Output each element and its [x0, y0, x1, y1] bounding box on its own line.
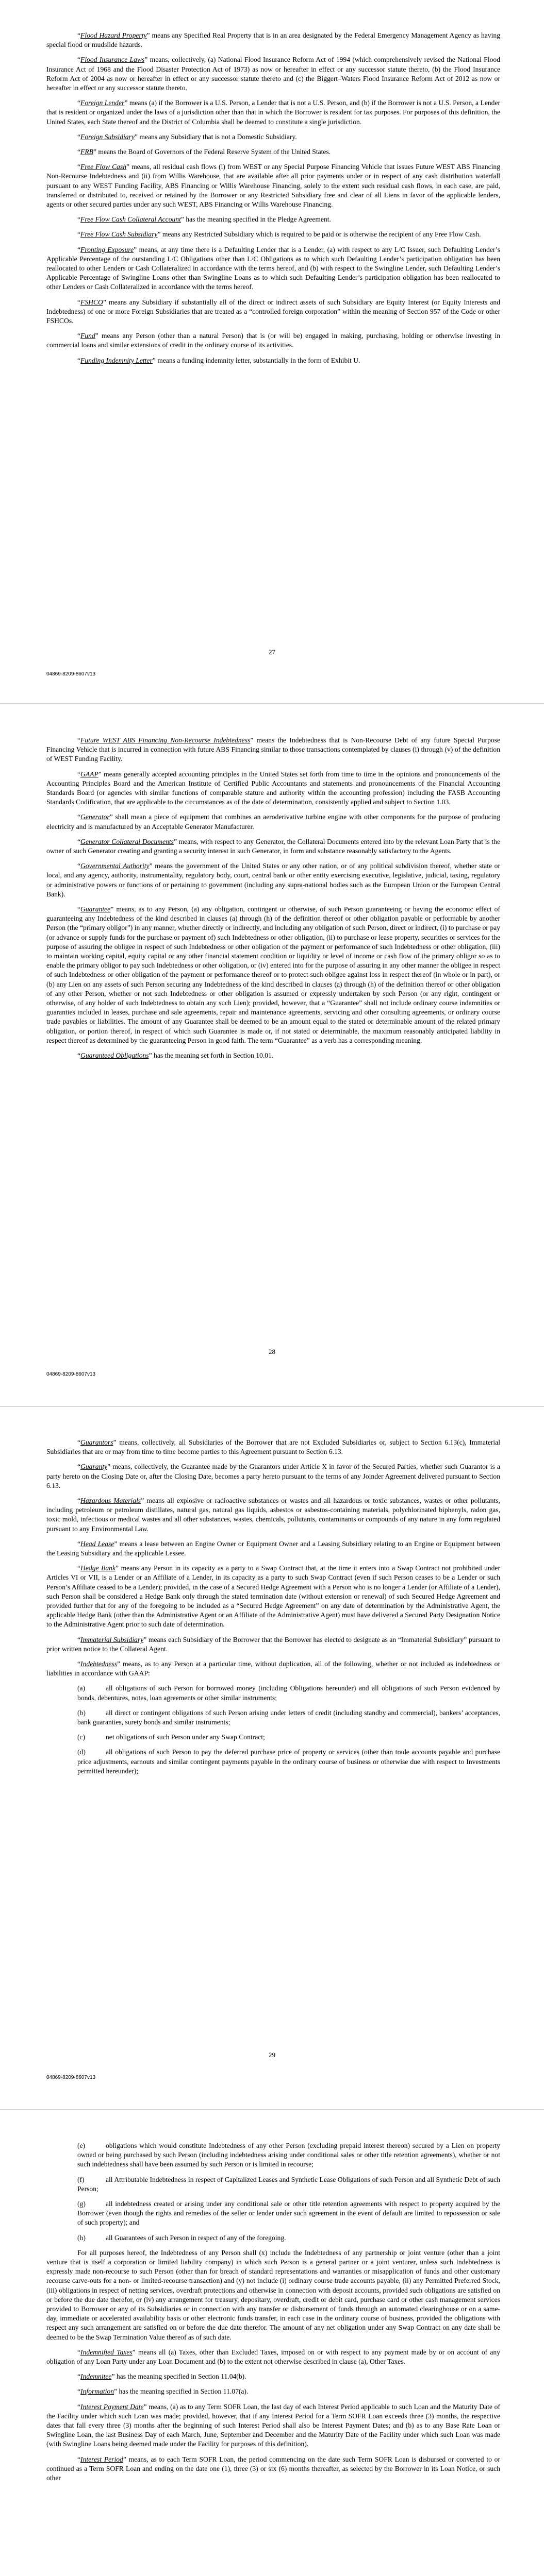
definition-indebtedness: “Indebtedness” means, as to any Person at a particular time, without duplication, all of the following, whether or not included as indebtedness or liabilities in accordance with GAAP: [46, 1660, 500, 1677]
definition-guarantee: “Guarantee” means, as to any Person, (a) any obligation, contingent or otherwise, of such Person guaranteeing or having the economic effect of guaranteeing any Indebtedness of the kind described in clauses (a) through (h) of the definition thereof or other obligation payable or performable by another Person (the “primary obligor”) in any manner, whether directly or indirectly, and including any obligation of such Person, direct or indirect, (i) to purchase or pay (or advance or supply funds for the purchase or payment of) such Indebtedness or other obligation, (ii) to purchase or lease property, securities or services for the purpose of assuring the obligee in respect of such Indebtedness or other obligation of the payment or performance of such Indebtedness or other obligation, (iii) to maintain working capital, equity capital or any other financial statement condition or liquidity or level of income or cash flow of the primary obligor so as to enable the primary obligor to pay such Indebtedness or other obligation, or (iv) entered into for the purpose of assuring in any other manner the obligee in respect of such Indebtedness or other obligation of the payment or performance thereof or to protect such obligee against loss in respect thereof (in whole or in part), or (b) any Lien on any assets of such Person securing any Indebtedness of the kind described in clauses (a) through (h) of the definition thereof or other obligation of any other Person, whether or not such Indebtedness or other obligation is assumed or expressly undertaken by such Person (or any right, contingent or otherwise, of any holder of such Indebtedness to obtain any such Lien); provided, however, that a “Guarantee” shall not include ordinary course indemnities or guaranties included in leases, purchase and sale agreements, repair and maintenance agreements, servicing and other consulting agreements, or ordinary course trade payables or liabilities. The amount of any Guarantee shall be deemed to be an amount equal to the stated or determinable amount of the related primary obligation, or portion thereof, in respect of which such Guarantee is made or, if not stated or determinable, the maximum reasonably anticipated liability in respect thereof as determined by the guaranteeing Person in good faith. The term “Guarantee” as a verb has a corresponding meaning. [46, 905, 500, 1044]
document-footer: 04869-8209-8607v13 [46, 671, 96, 677]
definition-immaterial-subsidiary: “Immaterial Subsidiary” means each Subsidiary of the Borrower that the Borrower has elected to designate as an “Immaterial Subsidiary” pursuant to prior written notice to the Collateral Agent. [46, 1635, 500, 1653]
document-footer: 04869-8209-8607v13 [46, 1371, 96, 1377]
definition-future-west-abs: “Future WEST ABS Financing Non-Recourse Indebtedness” means the Indebtedness that is Non-Recourse Debt of any future Special Purpose Financing Vehicle that is incurred in connection with future ABS Financing similar to those transactions contemplated by clauses (i) through (v) of the definition of WEST Funding Facility. [46, 736, 500, 763]
definition-head-lease: “Head Lease” means a lease between an Engine Owner or Equipment Owner and a Leasing Subsidiary relating to an Engine or Equipment between the Leasing Subsidiary and the applicable Lessee. [46, 1539, 500, 1557]
indebtedness-clause-g: (g) all indebtedness created or arising under any conditional sale or other title retention agreements with respect to property acquired by the Borrower (even though the rights and remedies of the seller or lender under such agreement in the event of default are limited to repossession or sale of such property); and [77, 2200, 500, 2227]
definition-generator-collateral-documents: “Generator Collateral Documents” means, with respect to any Generator, the Collateral Documents entered into by the relevant Loan Party that is the owner of such Generator creating and granting a security interest in such Generator, in form and substance reasonably satisfactory to the Agents. [46, 837, 500, 855]
page-30 [0, 2110, 544, 2576]
definition-indemnitee: “Indemnitee” has the meaning specified in Section 11.04(b). [77, 2372, 246, 2381]
definition-information: “Information” has the meaning specified in Section 11.07(a). [77, 2387, 249, 2396]
page-number: 29 [269, 2051, 275, 2059]
definition-frb: “FRB” means the Board of Governors of the Federal Reserve System of the United States. [77, 148, 331, 156]
definition-free-flow-cash-subsidiary: “Free Flow Cash Subsidiary” means any Restricted Subsidiary which is required to be paid or is otherwise the recipient of any Free Flow Cash. [77, 230, 481, 239]
definition-generator: “Generator” shall mean a piece of equipment that combines an aeroderivative turbine engine with other components for the purpose of producing electricity and is manufactured by an Acceptable Generator Manufacturer. [46, 813, 500, 831]
definition-hedge-bank: “Hedge Bank” means any Person in its capacity as a party to a Swap Contract that, at the time it enters into a Swap Contract not prohibited under Articles VI or VII, is a Lender or an Affiliate of a Lender, in its capacity as a party to such Swap Contract (even if such Person ceases to be a Lender or such Person’s Affiliate ceased to be a Lender); provided, in the case of a Secured Hedge Agreement with a Person who is no longer a Lender (or Affiliate of a Lender), such Person shall be considered a Hedge Bank only through the stated termination date (without extension or renewal) of such Secured Hedge Agreement and provided further that for any of the foregoing to be included as a “Secured Hedge Agreement” on any date of determination by the Administrative Agent, the applicable Hedge Bank (other than the Administrative Agent or an Affiliate of the Administrative Agent) must have delivered a Secured Party Designation Notice to the Administrative Agent prior to such date of determination. [46, 1564, 500, 1629]
page-29 [0, 1407, 544, 2110]
indebtedness-clause-d: (d) all obligations of such Person to pay the deferred purchase price of property or services (other than trade accounts payable and purchase price adjustments, earnouts and similar contingent payments payable in the ordinary course of business or otherwise due with respect to Investments permitted hereunder); [77, 1748, 500, 1775]
definition-fronting-exposure: “Fronting Exposure” means, at any time there is a Defaulting Lender that is a Lender, (a) with respect to any L/C Issuer, such Defaulting Lender’s Applicable Percentage of the outstanding L/C Obligations other than L/C Obligations as to which such Defaulting Lender’s participation obligation has been reallocated to other Lenders or Cash Collateralized in accordance with the terms hereof, and (b) with respect to the Swingline Lender, such Defaulting Lender’s Applicable Percentage of Swingline Loans other than Swingline Loans as to which such Defaulting Lender’s participation obligation has been reallocated to other Lenders or Cash Collateralized in accordance with the terms hereof. [46, 245, 500, 291]
definition-flood-insurance-laws: “Flood Insurance Laws” means, collectively, (a) National Flood Insurance Reform Act of 1994 (which comprehensively revised the National Flood Insurance Act of 1968 and the Flood Disaster Protection Act of 1973) as now or hereafter in effect or any successor statute thereto, (b) the Flood Insurance Reform Act of 2004 as now or hereafter in effect or any successor statute thereto and (c) the Biggert–Waters Flood Insurance Reform Act of 2012 as now or hereafter in effect or any successor statute thereto. [46, 56, 501, 92]
indebtedness-clause-e: (e) obligations which would constitute Indebtedness of any other Person (excluding prepaid interest thereon) secured by a Lien on property owned or being purchased by such Person (including indebtedness arising under conditional sales or other title retention agreements), whether or not such indebtedness shall have been assumed by such Person or is limited in recourse; [77, 2142, 500, 2168]
definition-guaranty: “Guaranty” means, collectively, the Guarantee made by the Guarantors under Article X in favor of the Secured Parties, whether such Guarantor is a party hereto on the Closing Date or, after the Closing Date, becomes a party hereto pursuant to the terms of any Joinder Agreement delivered pursuant to Section 6.13. [46, 1463, 500, 1489]
page-number: 28 [269, 1348, 275, 1355]
definition-guarantors: “Guarantors” means, collectively, all Subsidiaries of the Borrower that are not Excluded Subsidiaries or, subject to Section 6.13(c), Immaterial Subsidiaries that are or may from time to time become parties to this Agreement pursuant to Section 6.13. [46, 1438, 500, 1456]
definition-interest-period: “Interest Period” means, as to each Term SOFR Loan, the period commencing on the date such Term SOFR Loan is disbursed or converted to or continued as a Term SOFR Loan and ending on the date one (1), three (3) or six (6) months thereafter, as selected by the Borrower in its Loan Notice, or such other [46, 2455, 500, 2482]
page-number: 27 [269, 648, 275, 656]
page-27-body [46, 31, 500, 371]
definition-foreign-lender: “Foreign Lender” means (a) if the Borrower is a U.S. Person, a Lender that is not a U.S. Person, and (b) if the Borrower is not a U.S. Person, a Lender that is resident or organized under the laws of a jurisdiction other than that in which the Borrower is resident for tax purposes. For purposes of this definition, the United States, each State thereof and the District of Columbia shall be deemed to constitute a single jurisdiction. [46, 99, 501, 126]
definition-free-flow-cash-collateral-account: “Free Flow Cash Collateral Account” has the meaning specified in the Pledge Agreement. [77, 215, 331, 224]
definition-interest-payment-date: “Interest Payment Date” means, (a) as to any Term SOFR Loan, the last day of each Interest Period applicable to such Loan and the Maturity Date of the Facility under which such Loan was made; provided, however, that if any Interest Period for a Term SOFR Loan exceeds three (3) months, the respective dates that fall every three (3) months after the beginning of such Interest Period shall also be Interest Payment Dates; and (b) as to any Base Rate Loan or Swingline Loan, the last Business Day of each March, June, September and December and the Maturity Date of the Facility under which such Loan was made (with Swingline Loans being deemed made under the Facility for purposes of this definition). [46, 2402, 500, 2448]
definition-governmental-authority: “Governmental Authority” means the government of the United States or any other nation, or of any political subdivision thereof, whether state or local, and any agency, authority, instrumentality, regulatory body, court, central bank or other entity exercising executive, legislative, judicial, taxing, regulatory or administrative powers or functions of or pertaining to government (including any supra-national bodies such as the European Union or the European Central Bank). [46, 862, 500, 898]
page-29-body [46, 1438, 500, 1782]
indebtedness-clause-b: (b) all direct or contingent obligations of such Person arising under letters of credit (including standby and commercial), bankers’ acceptances, bank guaranties, surety bonds and similar instruments; [77, 1708, 500, 1726]
page-28-body [46, 736, 500, 1066]
definition-free-flow-cash: “Free Flow Cash” means, all residual cash flows (i) from WEST or any Special Purpose Financing Vehicle that issues Future WEST ABS Financing Non-Recourse Indebtedness and (ii) from Willis Warehouse, that are available after all prior payments under or in respect of any cash distribution waterfall pursuant to any WEST Funding Facility, ABS Financing or Willis Warehouse Financing, solely to the extent such residual cash flows, in each case, are paid, transferred or distributed to, received or retained by the Borrower or any Restricted Subsidiary free and clear of all Liens in favor of the applicable lenders, agents or other secured parties under any such WEST, ABS Financing or Willis Warehouse Financing. [46, 163, 500, 209]
definition-guaranteed-obligations: “Guaranteed Obligations” has the meaning set forth in Section 10.01. [77, 1052, 274, 1060]
page-27 [0, 0, 544, 703]
definition-gaap: “GAAP” means generally accepted accounting principles in the United States set forth from time to time in the opinions and pronouncements of the Accounting Principles Board and the American Institute of Certified Public Accountants and statements and pronouncements of the Financial Accounting Standards Board (or agencies with similar functions of comparable stature and authority within the accounting profession) including the FASB Accounting Standards Codification, that are applicable to the circumstances as of the date of determination, consistently applied and subject to Section 1.03. [46, 770, 500, 806]
page-30-body [46, 2141, 500, 2488]
indebtedness-clause-f: (f) all Attributable Indebtedness in respect of Capitalized Leases and Synthetic Lease Obligations of such Person and all Synthetic Debt of such Person; [77, 2175, 500, 2193]
definition-fshco: “FSHCO” means any Subsidiary if substantially all of the direct or indirect assets of such Subsidiary are Equity Interest (or Equity Interests and Indebtedness) of one or more Foreign Subsidiaries that are treated as a “controlled foreign corporation” within the meaning of Section 957 of the Code or other FSHCOs. [46, 298, 500, 325]
indebtedness-clause-a: (a) all obligations of such Person for borrowed money (including Obligations hereunder) and all obligations of such Person evidenced by bonds, debentures, notes, loan agreements or other similar instruments; [77, 1684, 500, 1702]
indebtedness-clause-h: (h) all Guarantees of such Person in respect of any of the foregoing. [77, 2233, 286, 2242]
definition-funding-indemnity-letter: “Funding Indemnity Letter” means a funding indemnity letter, substantially in the form of Exhibit U. [77, 356, 360, 364]
document-footer: 04869-8209-8607v13 [46, 2075, 96, 2080]
indebtedness-clause-c: (c) net obligations of such Person under any Swap Contract; [77, 1733, 265, 1741]
definition-foreign-subsidiary: “Foreign Subsidiary” means any Subsidiary that is not a Domestic Subsidiary. [77, 132, 297, 141]
definition-flood-hazard-property: “Flood Hazard Property” means any Specified Real Property that is in an area designated by the Federal Emergency Management Agency as having special flood or mudslide hazards. [46, 31, 500, 49]
definition-indemnified-taxes: “Indemnified Taxes” means all (a) Taxes, other than Excluded Taxes, imposed on or with respect to any payment made by or on account of any obligation of any Loan Party under any Loan Document and (b) to the extent not otherwise described in clause (a), Other Taxes. [46, 2348, 500, 2366]
page-28 [0, 704, 544, 1406]
definition-hazardous-materials: “Hazardous Materials” means all explosive or radioactive substances or wastes and all hazardous or toxic substances, wastes or other pollutants, including petroleum or petroleum distillates, natural gas, natural gas liquids, asbestos or asbestos-containing materials, polychlorinated biphenyls, radon gas, toxic mold, infectious or medical wastes and all other substances, wastes, chemicals, pollutants, contaminants or compounds of any nature in any form regulated pursuant to any Environmental Law. [46, 1497, 500, 1533]
indebtedness-closing-paragraph: For all purposes hereof, the Indebtedness of any Person shall (x) include the Indebtedness of any partnership or joint venture (other than a joint venture that is itself a corporation or limited liability company) in which such Person is a general partner or a joint venturer, unless such Indebtedness is expressly made non-recourse to such Person (other than for breach of standard representations and warranties or misapplication of funds and other customary recourse carve-outs for a non- or limited-recourse transaction) and (y) not include (i) ordinary course trade accounts payable, (ii) any Permitted Preferred Stock, (iii) obligations in respect of netting services, overdraft protections and otherwise in connection with deposit accounts, provided such obligations are satisfied on or before the due date therefor, or (iv) any arrangement for treasury, depositary, overdraft, credit or debit card, purchase card or other cash management services provided to Borrower or any of its Subsidiaries or in connection with any transfer or disbursement of funds through an automated clearinghouse or on a same-day, immediate or accelerated availability basis or other electronic funds transfer, in each case in the ordinary course of business, provided the obligations with respect any such arrangement are satisfied on or before the due date therefor. The amount of any net obligation under any Swap Contract on any date shall be deemed to be the Swap Termination Value thereof as of such date. [46, 2248, 500, 2341]
definition-fund: “Fund” means any Person (other than a natural Person) that is (or will be) engaged in making, purchasing, holding or otherwise investing in commercial loans and similar extensions of credit in the ordinary course of its activities. [46, 332, 500, 349]
